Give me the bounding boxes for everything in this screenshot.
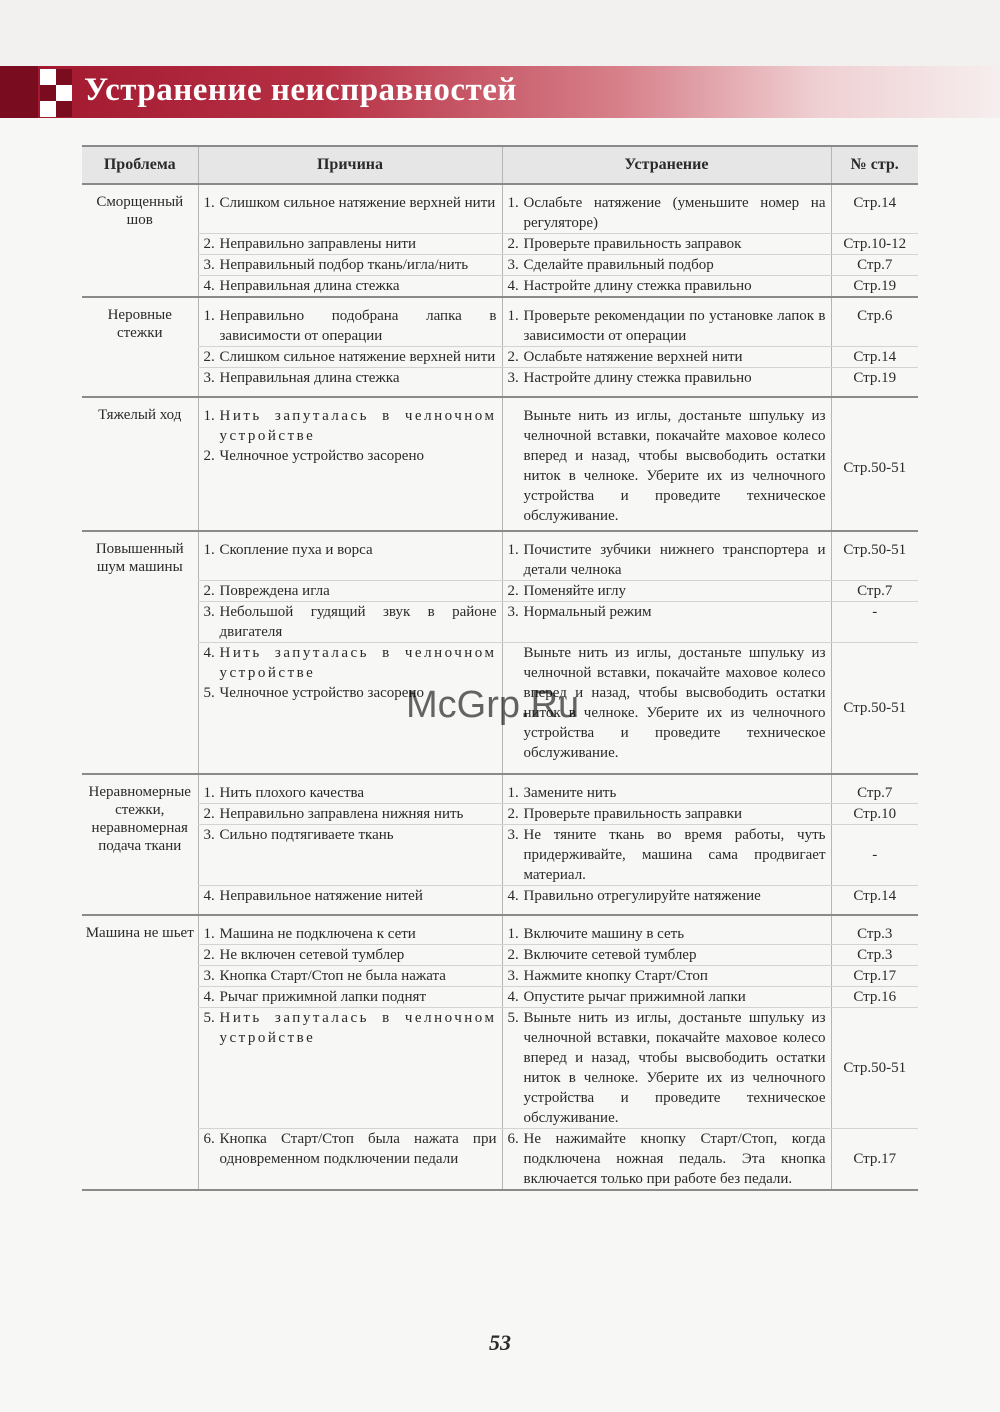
page-ref: Стр.50-51	[831, 1008, 918, 1129]
squares-logo-icon	[0, 66, 80, 118]
cause-text: Неправильно заправлены нити	[219, 236, 416, 252]
fix-text: Правильно отрегулируйте натяжение	[523, 888, 761, 904]
item-number: 2.	[507, 349, 519, 365]
cause-text: Неправильный подбор ткань/игла/нить	[219, 257, 469, 273]
item-number: 3.	[507, 257, 519, 273]
page-ref: Стр.50-51	[831, 397, 918, 531]
fix-cell	[502, 1129, 831, 1191]
item-number: 1.	[203, 785, 215, 801]
cause-text: Неправильная длина стежка	[219, 278, 400, 294]
fix-text: Опустите рычаг прижимной лапки	[523, 989, 746, 1005]
problem-cell: Повышенный шум машины	[82, 531, 198, 774]
table-row	[82, 945, 918, 966]
cause-cell	[198, 945, 502, 966]
page-ref: Стр.17	[831, 966, 918, 987]
item-number: 2.	[203, 349, 215, 365]
page-ref: Стр.3	[831, 945, 918, 966]
item-number: 1.	[203, 195, 215, 211]
table-row	[82, 643, 918, 775]
page-number: 53	[489, 1330, 511, 1355]
item-number: 2.	[203, 806, 215, 822]
item-number: 1.	[203, 542, 215, 558]
item-number: 6.	[203, 1131, 215, 1147]
item-number: 4.	[203, 888, 215, 904]
fix-cell	[502, 966, 831, 987]
item-number: 1.	[203, 408, 215, 424]
fix-text: Замените нить	[523, 785, 617, 801]
item-number: 3.	[507, 827, 519, 843]
item-number: 3.	[507, 968, 519, 984]
fix-text: Выньте нить из иглы, достаньте шпульку из челночной вставки, покачайте маховое колесо вперед и назад, чтобы высвободить остатки ниток в челноке. Уберите их из челночного устройства и проведите техническое обслуживание.	[523, 645, 826, 761]
cause-cell	[198, 276, 502, 298]
item-number	[508, 406, 524, 526]
fix-cell	[502, 581, 831, 602]
item-number: 5.	[203, 685, 215, 701]
cause-text: Скопление пуха и ворса	[219, 542, 373, 558]
item-number: 5.	[203, 1010, 215, 1026]
table-row	[82, 368, 918, 398]
item-number: 2.	[507, 947, 519, 963]
cause-text: Нить запуталась в челночном устройстве	[219, 645, 497, 681]
item-number: 3.	[203, 604, 215, 620]
fix-text: Настройте длину стежка правильно	[523, 278, 752, 294]
page-ref: Стр.16	[831, 987, 918, 1008]
table-row	[82, 825, 918, 886]
item-number: 1.	[507, 195, 519, 211]
table-row	[82, 966, 918, 987]
table-row	[82, 1129, 918, 1191]
item-number: 3.	[203, 968, 215, 984]
cause-text: Кнопка Старт/Стоп была нажата при одновременном подключении педали	[219, 1131, 497, 1167]
cause-text: Слишком сильное натяжение верхней нити	[219, 349, 496, 365]
fix-cell	[502, 397, 831, 531]
cause-cell	[198, 397, 502, 531]
fix-text: Включите сетевой тумблер	[523, 947, 697, 963]
item-number: 4.	[507, 278, 519, 294]
page-ref: Стр.10	[831, 804, 918, 825]
table-row	[82, 915, 918, 945]
fix-text: Проверьте правильность заправок	[523, 236, 742, 252]
table-row	[82, 581, 918, 602]
cause-cell	[198, 774, 502, 804]
fix-text: Не нажимайте кнопку Старт/Стоп, когда подключена ножная педаль. Эта кнопка включается только при работе без педали.	[523, 1131, 826, 1187]
page-ref: Стр.50-51	[831, 643, 918, 775]
column-header-page: № стр.	[831, 146, 918, 184]
fix-cell	[502, 915, 831, 945]
cause-text: Нить запуталась в челночном устройстве	[219, 408, 497, 444]
page-ref: Стр.7	[831, 774, 918, 804]
item-number: 1.	[507, 308, 519, 324]
item-number: 3.	[203, 257, 215, 273]
problem-cell: Неровные стежки	[82, 297, 198, 397]
fix-cell	[502, 886, 831, 916]
cause-cell	[198, 987, 502, 1008]
table-row	[82, 987, 918, 1008]
fix-cell	[502, 255, 831, 276]
page-ref: Стр.6	[831, 297, 918, 347]
cause-cell	[198, 255, 502, 276]
fix-text: Проверьте рекомендации по установке лапок в зависимости от операции	[523, 308, 826, 344]
table-row	[82, 184, 918, 234]
table-row	[82, 234, 918, 255]
fix-cell	[502, 184, 831, 234]
cause-text: Слишком сильное натяжение верхней нити	[219, 195, 496, 211]
cause-cell	[198, 915, 502, 945]
page-ref: Стр.7	[831, 255, 918, 276]
fix-text: Поменяйте иглу	[523, 583, 627, 599]
problem-cell: Сморщенный шов	[82, 184, 198, 297]
item-number: 3.	[507, 604, 519, 620]
fix-text: Выньте нить из иглы, достаньте шпульку из челночной вставки, покачайте маховое колесо вперед и назад, чтобы высвободить остатки ниток в челноке. Уберите их из челночного устройства и проведите техническое обслуживание.	[523, 408, 826, 524]
column-header-fix: Устранение	[502, 146, 831, 184]
fix-cell	[502, 643, 831, 775]
page-ref: Стр.14	[831, 347, 918, 368]
fix-cell	[502, 774, 831, 804]
problem-cell: Неравномерные стежки, неравномерная подача ткани	[82, 774, 198, 915]
cause-cell	[198, 531, 502, 581]
problem-cell: Машина не шьет	[82, 915, 198, 1190]
fix-text: Ослабьте натяжение (уменьшите номер на регуляторе)	[523, 195, 826, 231]
page-ref: -	[831, 602, 918, 643]
table-row	[82, 886, 918, 916]
table-row	[82, 602, 918, 643]
table-row	[82, 1008, 918, 1129]
item-number: 3.	[203, 370, 215, 386]
fix-text: Проверьте правильность заправки	[523, 806, 743, 822]
troubleshooting-table	[82, 145, 918, 1191]
fix-text: Настройте длину стежка правильно	[523, 370, 752, 386]
cause-cell	[198, 1008, 502, 1129]
fix-cell	[502, 368, 831, 398]
page-ref: Стр.14	[831, 886, 918, 916]
cause-text: Нить плохого качества	[219, 785, 365, 801]
cause-cell	[198, 1129, 502, 1191]
item-number: 2.	[203, 583, 215, 599]
table-header-row	[82, 146, 918, 184]
table-row	[82, 297, 918, 347]
item-number: 2.	[507, 583, 519, 599]
item-number	[508, 643, 524, 763]
fix-cell	[502, 945, 831, 966]
page-ref: Стр.3	[831, 915, 918, 945]
page-ref: Стр.19	[831, 276, 918, 298]
item-number: 5.	[507, 1010, 519, 1026]
fix-text: Включите машину в сеть	[523, 926, 685, 942]
item-number: 4.	[203, 278, 215, 294]
column-header-cause: Причина	[198, 146, 502, 184]
table-row	[82, 774, 918, 804]
fix-cell	[502, 234, 831, 255]
item-number: 1.	[507, 785, 519, 801]
item-number: 1.	[507, 926, 519, 942]
cause-cell	[198, 966, 502, 987]
table-row	[82, 531, 918, 581]
cause-cell	[198, 886, 502, 916]
item-number: 4.	[203, 645, 215, 661]
fix-text: Не тяните ткань во время работы, чуть придерживайте, машина сама продвигает материал.	[523, 827, 826, 883]
table-row	[82, 255, 918, 276]
fix-text: Ослабьте натяжение верхней нити	[523, 349, 743, 365]
table-row	[82, 347, 918, 368]
table-row	[82, 397, 918, 531]
cause-cell	[198, 602, 502, 643]
cause-text: Повреждена игла	[219, 583, 330, 599]
cause-text: Челночное устройство засорено	[219, 685, 424, 701]
problem-cell: Тяжелый ход	[82, 397, 198, 531]
fix-cell	[502, 825, 831, 886]
cause-cell	[198, 297, 502, 347]
cause-text: Кнопка Старт/Стоп не была нажата	[219, 968, 446, 984]
item-number: 4.	[507, 989, 519, 1005]
cause-text: Неправильно подобрана лапка в зависимости от операции	[219, 308, 497, 344]
page-ref: Стр.50-51	[831, 531, 918, 581]
fix-cell	[502, 297, 831, 347]
fix-cell	[502, 531, 831, 581]
item-number: 3.	[507, 370, 519, 386]
cause-cell	[198, 825, 502, 886]
cause-text: Неправильная длина стежка	[219, 370, 400, 386]
fix-cell	[502, 987, 831, 1008]
item-number: 6.	[507, 1131, 519, 1147]
table-row	[82, 804, 918, 825]
cause-text: Неправильно заправлена нижняя нить	[219, 806, 464, 822]
cause-cell	[198, 643, 502, 775]
top-band	[0, 0, 1000, 66]
item-number: 2.	[203, 947, 215, 963]
fix-cell	[502, 804, 831, 825]
cause-text: Машина не подключена к сети	[219, 926, 416, 942]
item-number: 2.	[203, 448, 215, 464]
cause-cell	[198, 804, 502, 825]
page-ref: -	[831, 825, 918, 886]
item-number: 1.	[507, 542, 519, 558]
section-header	[0, 66, 1000, 118]
cause-text: Сильно подтягиваете ткань	[219, 827, 394, 843]
cause-text: Нить запуталась в челночном устройстве	[219, 1010, 497, 1046]
fix-cell	[502, 347, 831, 368]
cause-cell	[198, 184, 502, 234]
page-ref: Стр.14	[831, 184, 918, 234]
item-number: 1.	[203, 308, 215, 324]
cause-text: Не включен сетевой тумблер	[219, 947, 405, 963]
page-ref: Стр.7	[831, 581, 918, 602]
column-header-problem: Проблема	[82, 146, 198, 184]
page-title: Устранение неисправностей	[84, 72, 517, 108]
cause-cell	[198, 581, 502, 602]
fix-text: Нажмите кнопку Старт/Стоп	[523, 968, 708, 984]
fix-text: Сделайте правильный подбор	[523, 257, 714, 273]
fix-cell	[502, 1008, 831, 1129]
watermark: McGrp.Ru	[406, 684, 580, 726]
cause-cell	[198, 347, 502, 368]
fix-text: Нормальный режим	[523, 604, 652, 620]
cause-text: Неправильное натяжение нитей	[219, 888, 423, 904]
fix-cell	[502, 602, 831, 643]
page-ref: Стр.10-12	[831, 234, 918, 255]
cause-cell	[198, 368, 502, 398]
item-number: 2.	[203, 236, 215, 252]
page-ref: Стр.19	[831, 368, 918, 398]
item-number: 4.	[203, 989, 215, 1005]
cause-text: Небольшой гудящий звук в районе двигателя	[219, 604, 497, 640]
item-number: 4.	[507, 888, 519, 904]
cause-cell	[198, 234, 502, 255]
fix-text: Почистите зубчики нижнего транспортера и детали челнока	[523, 542, 826, 578]
cause-text: Рычаг прижимной лапки поднят	[219, 989, 427, 1005]
item-number: 3.	[203, 827, 215, 843]
item-number: 2.	[507, 806, 519, 822]
item-number: 2.	[507, 236, 519, 252]
item-number: 1.	[203, 926, 215, 942]
fix-cell	[502, 276, 831, 298]
page-ref: Стр.17	[831, 1129, 918, 1191]
table-row	[82, 276, 918, 298]
cause-text: Челночное устройство засорено	[219, 448, 424, 464]
fix-text: Выньте нить из иглы, достаньте шпульку из челночной вставки, покачайте маховое колесо вперед и назад, чтобы высвободить остатки ниток в челноке. Уберите их из челночного устройства и проведите техническое обслуживание.	[523, 1010, 826, 1126]
